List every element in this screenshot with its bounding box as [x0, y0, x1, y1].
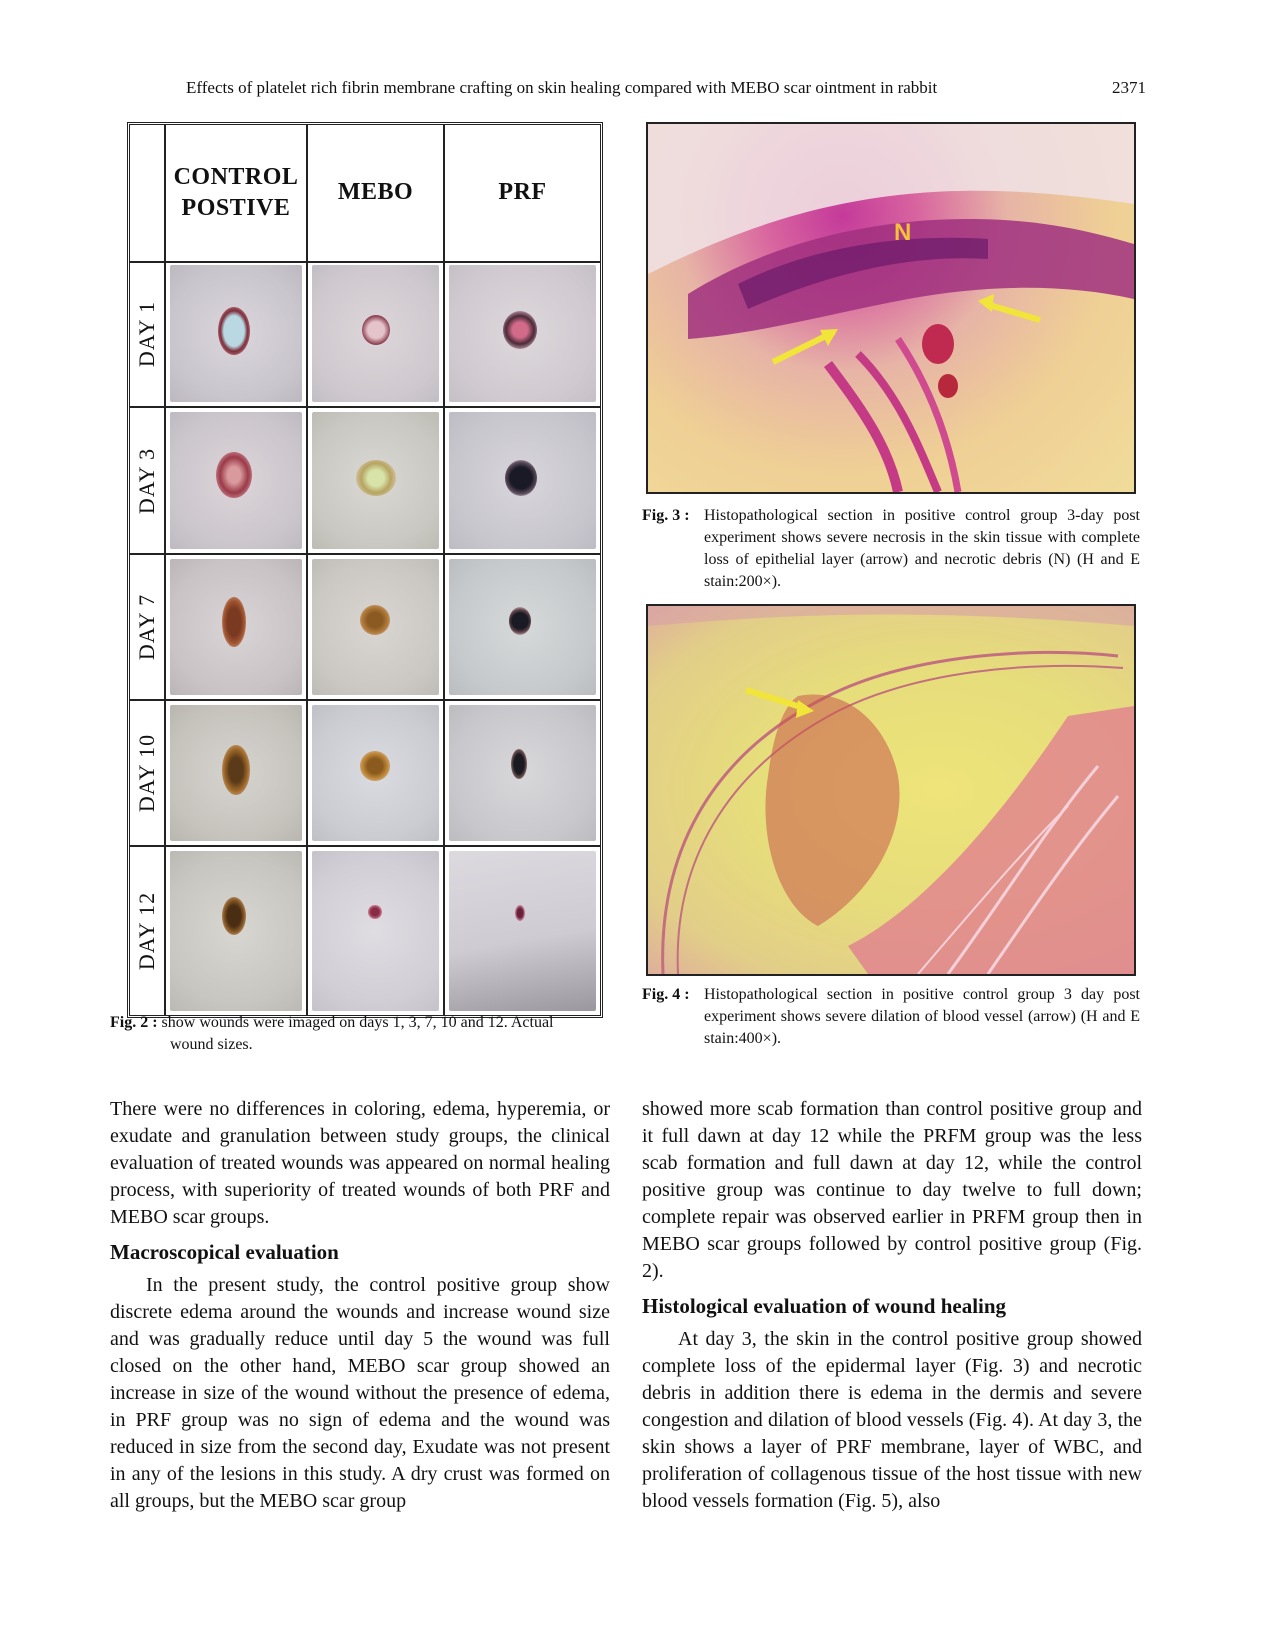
figure-3-tissue-illustration	[648, 124, 1134, 492]
wound-photo-prf-day-3	[445, 408, 600, 555]
figure-3-caption	[642, 505, 1140, 593]
body-paragraph: There were no differences in coloring, edema, hyperemia, or exudate and granulation between study groups, the clinical evaluation of treated wounds was appeared on normal healing process, with superiority of treated wounds of both PRF and MEBO scar groups.	[110, 1098, 610, 1228]
figure-3-caption-text: Histopathological section in positive control group 3-day post experiment shows severe necrosis in the skin tissue with complete loss of epithelial layer (arrow) and necrotic debris (N) (H and E stain:200×).	[704, 507, 1140, 590]
figure-3-caption-label: Fig. 3 :	[642, 507, 690, 524]
wound-photo-mebo-day-7	[308, 555, 445, 701]
wound-photo-control-day-1	[166, 261, 308, 408]
column-header-mebo: MEBO	[308, 125, 445, 261]
figure-4-caption-label: Fig. 4 :	[642, 986, 690, 1003]
row-label-day-10: DAY 10	[130, 701, 166, 847]
wound-photo-control-day-3	[166, 408, 308, 555]
figure-4-caption	[642, 984, 1140, 1050]
column-header-control-positive: CONTROL POSTIVE	[166, 125, 308, 261]
body-column-left	[110, 1096, 610, 1515]
wound-photo-prf-day-1	[445, 261, 600, 408]
figure-4-caption-text: Histopathological section in positive control group 3 day post experiment shows severe dilation of blood vessel (arrow) (H and E stain:400×).	[704, 986, 1140, 1047]
body-column-right	[642, 1096, 1142, 1515]
wound-photo-mebo-day-12	[308, 847, 445, 1015]
row-label-day-3: DAY 3	[130, 408, 166, 555]
figure-2-wound-grid	[127, 122, 603, 1018]
body-paragraph: showed more scab formation than control positive group and it full dawn at day 12 while the PRFM group was the less scab formation and full dawn at day 12, while the control positive group was continue to day twelve to full down; complete repair was observed earlier in PRFM group then in MEBO scar groups followed by control positive group (Fig. 2).	[642, 1098, 1142, 1282]
wound-photo-mebo-day-1	[308, 261, 445, 408]
section-heading-macroscopical: Macroscopical evaluation	[110, 1240, 339, 1264]
wound-photo-control-day-7	[166, 555, 308, 701]
figure-2-corner-cell	[130, 125, 166, 261]
page-number: 2371	[1112, 78, 1146, 97]
figure-4-tissue-illustration	[648, 606, 1134, 974]
wound-photo-prf-day-10	[445, 701, 600, 847]
wound-photo-control-day-10	[166, 701, 308, 847]
section-heading-histological: Histological evaluation of wound healing	[642, 1294, 1007, 1318]
wound-photo-mebo-day-3	[308, 408, 445, 555]
row-label-day-1: DAY 1	[130, 261, 166, 408]
figure-2-caption-text-2: wound sizes.	[170, 1036, 253, 1053]
row-label-day-7: DAY 7	[130, 555, 166, 701]
figure-2-caption-text: show wounds were imaged on days 1, 3, 7, 10 and 12. Actual	[161, 1014, 554, 1031]
figure-4-micrograph	[646, 604, 1136, 976]
wound-photo-prf-day-7	[445, 555, 600, 701]
body-paragraph: At day 3, the skin in the control positive group showed complete loss of the epidermal layer (Fig. 3) and necrotic debris in addition there is edema in the dermis and severe congestion and dilation of blood vessels (Fig. 4). At day 3, the skin shows a layer of PRF membrane, layer of WBC, and proliferation of collagenous tissue of the host tissue with new blood vessels formation (Fig. 5), also	[642, 1328, 1142, 1512]
wound-photo-mebo-day-10	[308, 701, 445, 847]
column-header-prf: PRF	[498, 179, 547, 206]
figure-2-header-row	[130, 125, 600, 263]
figure-2-caption	[110, 1012, 596, 1056]
figure-3-micrograph	[646, 122, 1136, 494]
row-label-day-12: DAY 12	[130, 847, 166, 1015]
figure-2-caption-label: Fig. 2 :	[110, 1014, 158, 1031]
running-head-title: Effects of platelet rich fibrin membrane crafting on skin healing compared with MEBO scar ointment in rabbit	[186, 78, 938, 97]
wound-photo-prf-day-12	[445, 847, 600, 1015]
wound-photo-control-day-12	[166, 847, 308, 1015]
figure-3-label-n: N	[894, 219, 912, 246]
body-paragraph: In the present study, the control positive group show discrete edema around the wounds and increase wound size and was gradually reduce until day 5 the wound was full closed on the other hand, MEBO scar group showed an increase in size of the wound without the presence of edema, in PRF group was no sign of edema and the wound was reduced in size from the second day, Exudate was not present in any of the lesions in this study. A dry crust was formed on all groups, but the MEBO scar group	[110, 1274, 610, 1512]
